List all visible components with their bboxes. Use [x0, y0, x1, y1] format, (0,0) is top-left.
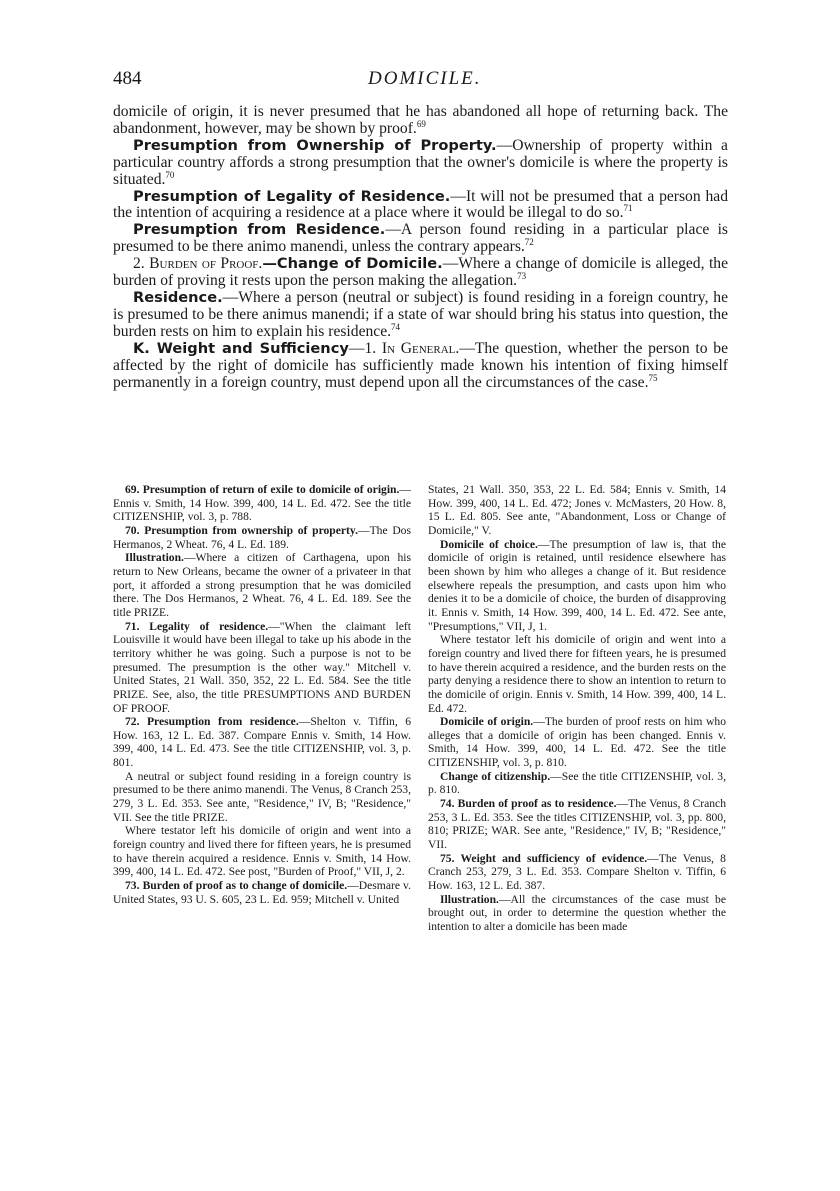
footnote-heading: Domicile of choice. — [440, 537, 538, 551]
footnote-heading: Illustration. — [125, 551, 184, 565]
footnote-heading: 71. Legality of residence. — [125, 619, 269, 633]
footnote-heading: 70. Presumption from ownership of property. — [125, 523, 358, 537]
footnote-heading: 74. Burden of proof as to residence. — [440, 797, 617, 811]
footnote-text: —"When the claimant left Louisville it would have been illegal to take up his abode in the territory whither he was going. Such a purpose is not to be presumed. The presumption is the other way." Mitchell v. United States, 21 Wall. 350, 352, 22 L. Ed. 584. See the title PRIZE. See, also, the title PRESUMPTIONS AND BURDEN OF PROOF. — [113, 619, 412, 715]
paragraph-residence-presumption: Presumption from Residence.—A person found residing in a particular place is presumed to be there animo manendi, unless the contrary appears.$^{72}$ — [113, 221, 728, 256]
subsection-heading: In General. — [381, 339, 460, 357]
footnote-text: Where testator left his domicile of origin and went into a foreign country and lived there for fifteen years, he is presumed to have therein acquired a residence, and the burden rests on the party denying a residence there to show an intention to return to the domicile of origin. Ennis v. Smith, 14 How. 399, 400, 14 L. Ed. 472. — [428, 633, 726, 715]
footnote-text: —The Venus, 8 Cranch 253, 3 L. Ed. 353. See the titles CITIZENSHIP, vol. 3, pp. 800, 810; PRIZE; WAR. See ante, "Residence," IV, B; "Residence," VII. — [428, 797, 727, 852]
footnote — [428, 715, 726, 770]
footnote-text: States, 21 Wall. 350, 353, 22 L. Ed. 584; Ennis v. Smith, 14 How. 399, 400, 14 L. Ed. 472; Jones v. McMasters, 20 How. 8, 15 L. Ed. 805. See ante, "Abandonment, Loss or Change of Domicile," V. — [428, 483, 726, 537]
paragraph-abandonment: domicile of origin, it is never presumed that he has abandoned all hope of returning back. The abandonment, however, may be shown by proof.$^{69}$ — [113, 103, 728, 137]
footnote-heading: 69. Presumption of return of exile to domicile of origin. — [125, 483, 400, 496]
paragraph-residence-burden: Residence.—Where a person (neutral or subject) is found residing in a foreign country, he is presumed to be there animus manendi; if a state of war should bring his status into question, the burden rests on him to explain his residence.$^{74}$ — [113, 288, 728, 340]
footnote-ref: 75 — [648, 372, 658, 383]
footnote-ref: 70 — [165, 169, 175, 180]
footnote — [113, 620, 411, 716]
subsection-heading: Burden of Proof. — [149, 255, 263, 273]
footnote — [428, 538, 726, 634]
footnote-text: Where testator left his domicile of origin and went into a foreign country and lived there for fifteen years, he is presumed to have therein acquired a residence. Ennis v. Smith, 14 How. 399, 400, 14 L. Ed. 472. See post, "Burden of Proof," VII, J, 2. — [113, 824, 411, 879]
footnote — [428, 893, 726, 934]
footnote-ref: 69 — [416, 118, 426, 129]
footnote-ref: 72 — [524, 237, 534, 248]
footnote-heading: Change of citizenship. — [440, 769, 551, 783]
section-heading: —Change of Domicile. — [262, 255, 443, 273]
footnote — [113, 824, 411, 879]
footnote — [428, 770, 726, 797]
footnote-text: —The Dos Hermanos, 2 Wheat. 76, 4 L. Ed. 189. — [113, 523, 411, 551]
footnote-heading: 72. Presumption from residence. — [125, 715, 299, 729]
footnote-text: —Where a citizen of Carthagena, upon his return to New Orleans, became the owner of a privateer in that port, it afforded a strong presumption that he was domiciled there. The Dos Hermanos, 2 Wheat. 76, 4 L. Ed. 189. See the title PRIZE. — [113, 551, 411, 619]
footnote-text: —The Venus, 8 Cranch 253, 279, 3 L. Ed. 353. Compare Shelton v. Tiffin, 6 How. 163, 12 L. Ed. 387. — [428, 851, 726, 893]
section-heading: Presumption of Legality of Residence. — [133, 187, 451, 205]
footnote-ref: 73 — [517, 270, 527, 281]
footnote-text: —The burden of proof rests on him who alleges that a domicile of origin has been changed. Ennis v. Smith, 14 How. 399, 400, 14 L. Ed. 472. See the title CITIZENSHIP, vol. 3, p. 810. — [428, 715, 726, 770]
running-title: DOMICILE. — [368, 68, 482, 89]
footnote — [428, 483, 726, 538]
footnote-heading: 75. Weight and sufficiency of evidence. — [440, 851, 648, 865]
footnote-text: —Desmare v. United States, 93 U. S. 605, 23 L. Ed. 959; Mitchell v. United — [113, 879, 411, 906]
paragraph-ownership: Presumption from Ownership of Property.—Ownership of property within a particular country affords a strong presumption that the owner's domicile is where the property is situated.$^{70}$ — [113, 136, 728, 188]
footnote-text: —Ennis v. Smith, 14 How. 399, 400, 14 L. Ed. 472. See the title CITIZENSHIP, vol. 3, p. 788. — [113, 483, 411, 524]
footnote — [113, 715, 411, 770]
footnote — [113, 524, 411, 551]
footnote-text: —See the title CITIZENSHIP, vol. 3, p. 810. — [428, 769, 726, 797]
footnotes-left-column — [113, 483, 411, 906]
footnote — [113, 483, 411, 524]
footnote-ref: 74 — [391, 321, 401, 332]
footnote-ref: 71 — [623, 203, 633, 214]
section-heading: K. Weight and Sufficiency — [133, 339, 349, 357]
footnote-text: —Shelton v. Tiffin, 6 How. 163, 12 L. Ed. 387. Compare Ennis v. Smith, 14 How. 399, 400, 14 L. Ed. 473. See the title CITIZENSHIP, vol. 3, p. 801. — [113, 715, 411, 770]
section-heading: Residence. — [133, 288, 223, 306]
footnote-text: —All the circumstances of the case must be brought out, in order to determine the question whether the intention to alter a domicile has been made — [428, 892, 726, 933]
page-number: 484 — [113, 68, 142, 89]
footnote — [113, 770, 411, 825]
footnote-heading: 73. Burden of proof as to change of domicile. — [125, 879, 348, 893]
footnote-heading: Illustration. — [440, 892, 499, 906]
section-heading: Presumption from Ownership of Property. — [133, 136, 497, 154]
section-heading: Presumption from Residence. — [133, 221, 386, 239]
footnote — [113, 551, 411, 619]
paragraph-legality: Presumption of Legality of Residence.—It will not be presumed that a person had the intention of acquiring a residence at a place where it would be illegal to do so.$^{71}$ — [113, 187, 728, 222]
main-text — [113, 104, 728, 391]
footnote — [428, 633, 726, 715]
footnote — [428, 797, 726, 852]
footnote — [428, 852, 726, 893]
footnote — [113, 879, 411, 906]
footnote-text: A neutral or subject found residing in a foreign country is presumed to be there animo manendi. The Venus, 8 Cranch 253, 279, 3 L. Ed. 353. See ante, "Residence," IV, B; "Residence," VII. See the title PRIZE. — [113, 769, 411, 824]
footnotes-right-column — [428, 483, 726, 934]
paragraph-weight-sufficiency: K. Weight and Sufficiency—1. In General.—The question, whether the person to be affected by the right of domicile has sufficiently made known his intention of fixing himself permanently in a foreign country, must depend upon all the circumstances of the case.$^{75}$ — [113, 339, 728, 391]
paragraph-burden-of-proof: 2. Burden of Proof.—Change of Domicile.—Where a change of domicile is alleged, the burden of proving it rests upon the person making the allegation.$^{73}$ — [113, 255, 729, 290]
footnote-text: —The presumption of law is, that the domicile of origin is retained, until residence elsewhere has been shown by him who alleges a change of it. But residence elsewhere repeals the presumption, and casts upon him who denies it to be a domicile of choice, the burden of disapproving it. Ennis v. Smith, 14 How. 399, 400, 14 L. Ed. 472. See ante, "Presumptions," VII, J, 1. — [428, 537, 726, 633]
footnote-heading: Domicile of origin. — [440, 715, 534, 729]
